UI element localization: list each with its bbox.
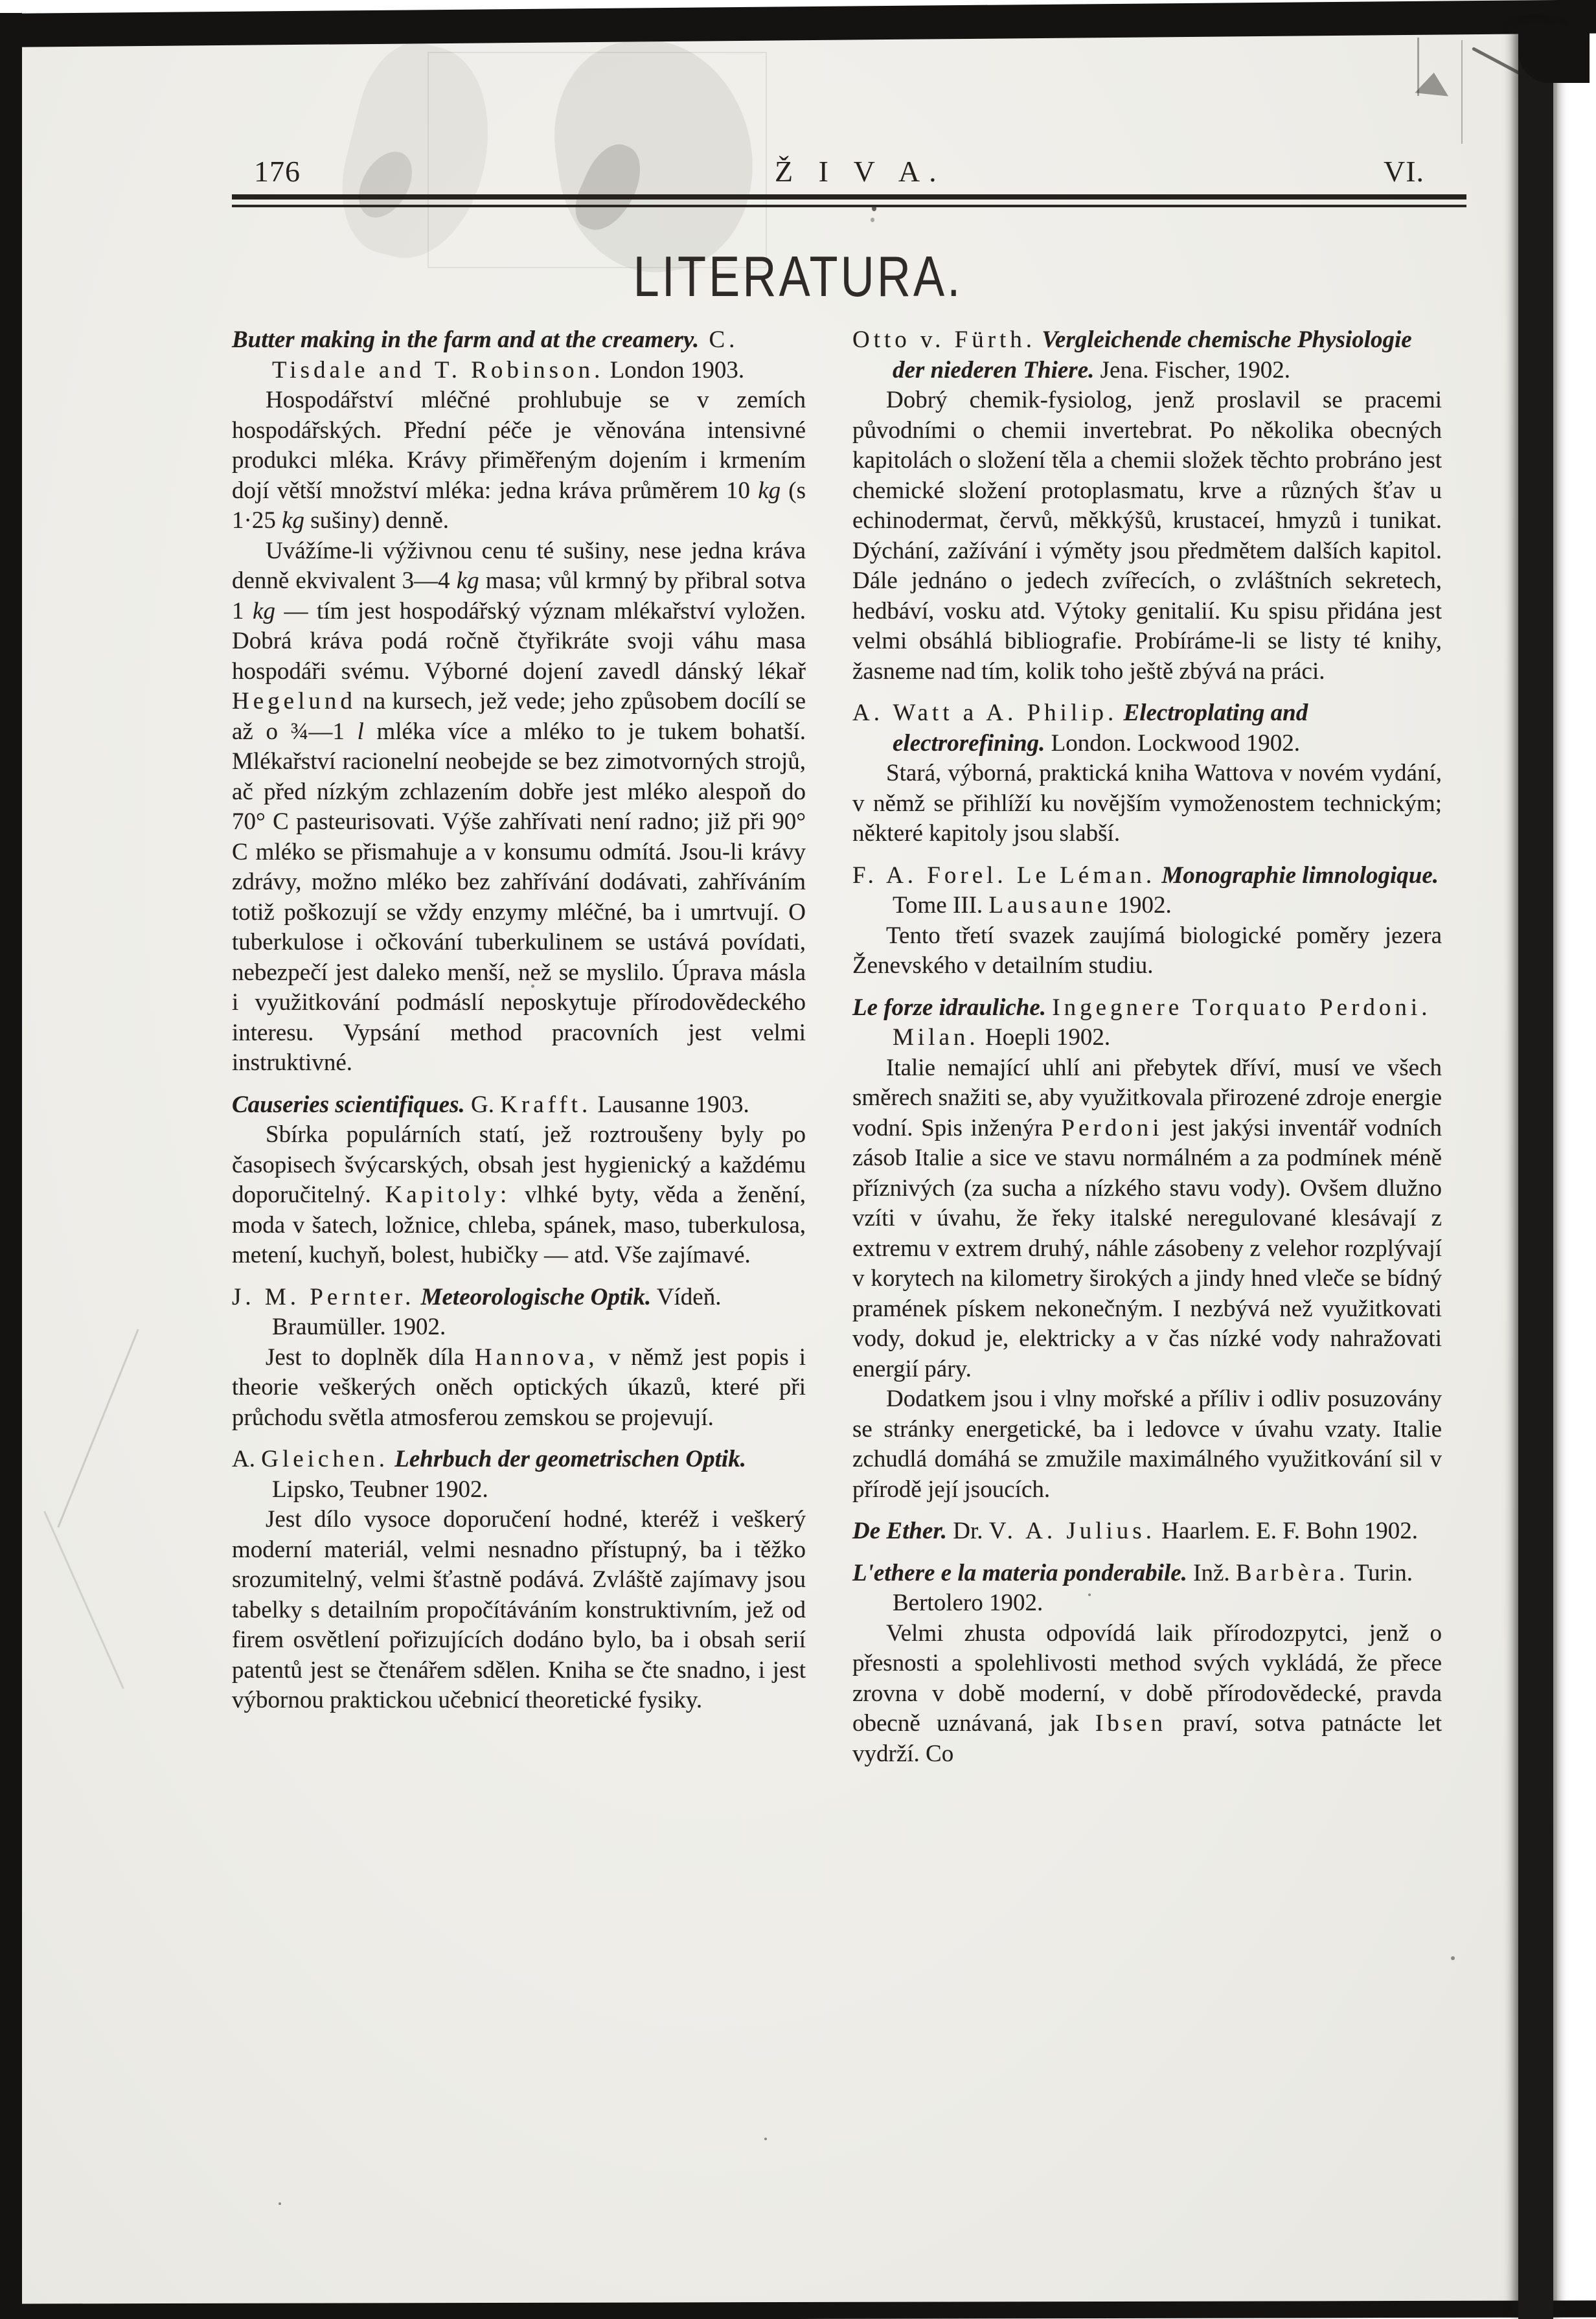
scan-border-left	[0, 13, 22, 2319]
entry-heading	[852, 993, 1442, 1053]
text-segment: Lipsko, Teubner 1902.	[272, 1476, 488, 1503]
text-segment: Vídeň. Braumüller. 1902.	[272, 1283, 722, 1340]
entry-paragraph	[232, 385, 806, 536]
text-column-right	[852, 325, 1442, 1769]
text-segment: v němž jest popis i theorie veškerých oněch optických úkazů, které při průchodu světla atmosferou zemskou se projevují.	[232, 1343, 806, 1431]
entry-paragraph	[232, 1343, 806, 1434]
entry-heading	[232, 325, 806, 385]
text-segment: 1902.	[1112, 892, 1172, 919]
text-segment	[389, 1446, 394, 1472]
text-segment: — tím jest hospodářský význam mlékařství vyložen. Dobrá kráva podá ročně čtyřikráte svoji váhu masa hospodáři svému. Výborné dojení zavedl dánský lékař	[232, 597, 806, 685]
text-segment: Lausaune	[988, 892, 1112, 919]
dust-speck	[279, 2202, 281, 2205]
text-segment: Hospodářství mléčné prohlubuje se v zemích hospodářských. Přední péče je věnována intensivné produkci mléka. Krávy přiměřeným dojením i krmením dojí větší množství mléka: jedna kráva průměrem 10	[232, 387, 806, 504]
text-segment: praví, sotva patnácte let vydrží. Co	[852, 1710, 1442, 1767]
page-number: 176	[254, 155, 301, 188]
text-segment: sušiny) denně.	[304, 507, 450, 534]
text-segment: Stará, výborná, praktická kniha Wattova v novém vydání, v němž se přihlíží ku novějším vymoženostem technickým; některé kapitoly jsou slabší.	[852, 760, 1442, 847]
entry-paragraph	[852, 1384, 1442, 1505]
text-segment: Causeries scientifiques.	[232, 1091, 465, 1118]
text-segment: Italie nemající uhlí ani přebytek dříví, musí ve všech směrech snažiti se, aby využitkovala přirozené zdroje energie vodní. Spis inženýra	[852, 1054, 1442, 1141]
text-segment: Tento třetí svazek zaujímá biologické poměry jezera Ženevského v detailním studiu.	[852, 922, 1442, 979]
text-segment: Sbírka populárních statí, jež roztroušeny byly po časopisech švýcarských, obsah jest hygienický a každému doporučitelný.	[232, 1121, 806, 1208]
text-segment: Barbèra.	[1235, 1559, 1349, 1586]
text-segment: C. Tisdale and T. Robinson.	[272, 326, 739, 383]
entry-heading	[232, 1090, 806, 1121]
entry-heading	[852, 325, 1442, 385]
entry-paragraph	[852, 385, 1442, 687]
entry-paragraph	[852, 1619, 1442, 1770]
text-segment: kg	[456, 567, 479, 594]
text-segment: De Ether.	[852, 1518, 947, 1544]
text-segment: (s 1·25	[232, 477, 806, 534]
text-segment: A.	[232, 1446, 262, 1472]
text-segment: Hannova,	[474, 1343, 598, 1371]
text-segment: na kursech, jež vede; jeho způsobem docílí se až o ¾—1	[232, 688, 806, 745]
text-segment: Monographie limnologique.	[1161, 862, 1439, 889]
text-segment: Le forze idrauliche.	[852, 994, 1047, 1021]
text-segment: mléka více a mléko to je tukem bohatší. Mlékařství racionelní neobejde se bez zimotvorných strojů, ač před nízkým zchlazením dobře jest mléko alespoň do 70° C pasteurisovati. Výše zahřívati není radno; již při 90° C mléko se přismahuje a v konsumu odmítá. Jsou-li krávy zdrávy, možno mléko bez zahřívání dodávati, zahříváním totiž poškozují se vždy enzymy mléčné, ba i umrtvují. O tuberkulose i očkování tuberkulinem se ustává povídati, nebezpečí jest daleko menší, než se myslilo. Úprava másla i využitkování podmáslí neposkytuje přírodovědeckého interesu. Vypsání method pracovních jest velmi instruktivné.	[232, 718, 806, 1076]
entry-heading	[852, 1516, 1442, 1547]
entry-paragraph	[852, 759, 1442, 849]
text-segment	[1117, 700, 1123, 726]
entry-heading	[852, 861, 1442, 921]
text-segment: Lausanne 1903.	[591, 1091, 749, 1118]
text-segment: F. A. Forel. Le Léman.	[852, 862, 1156, 889]
text-segment: Jest dílo vysoce doporučení hodné, kteréž i veškerý moderní materiál, velmi nesnadno přístupný, ba i těžko srozumitelný, velmi šťastně podává. Zvláště zajímavy jsou tabelky s detailním propočítáváním konstruktivním, jež od firem osvětlení pořizujících dodáno bylo, ba i obsah serií patentů jest se čtenářem sdělen. Kniha se čte snadno, i jest výbornou praktickou učebnicí theoretické fysiky.	[232, 1506, 806, 1713]
entry-heading	[852, 698, 1442, 759]
text-segment: Hoepli 1902.	[979, 1024, 1111, 1051]
text-segment: vlhké byty, věda a ženění, moda v šatech, ložnice, chleba, spánek, maso, tuberkulosa, metení, kuchyň, bolest, hubičky — atd. Vše zajímavé.	[232, 1182, 806, 1268]
entry-paragraph	[852, 921, 1442, 981]
text-segment: Dobrý chemik-fysiolog, jenž proslavil se pracemi původními o chemii invertebrat. Po několika obecných kapitolách o složení těla a chemii složek těchto probráno jest chemické složení protoplasmatu, krve a různých šťav u echinodermat, červů, měkkýšů, krustaceí, hmyzů i tunikat. Dýchání, zažívání i výměty jsou předmětem dalších kapitol. Dále jednáno o jedech zvířecích, o zvláštních sekretech, hedbáví, vosku atd. Výtoky genitalií. Ku spisu přidána jest velmi obsáhlá bibliografie. Probíráme-li se listy té knihy, žasneme nad tím, kolik toho ještě zbývá na práci.	[852, 387, 1442, 685]
text-segment: Tome III.	[893, 892, 989, 919]
text-segment: kg	[758, 477, 781, 504]
text-segment: G.	[464, 1091, 501, 1118]
text-segment: l	[357, 718, 364, 745]
text-segment: J. M. Pernter.	[232, 1283, 415, 1310]
entry-paragraph	[232, 536, 806, 1079]
text-segment: masa; vůl krmný by přibral sotva 1	[232, 567, 806, 624]
entry-heading	[852, 1559, 1442, 1619]
journal-title: Ž I V A.	[775, 155, 946, 188]
section-title: LITERATURA.	[633, 244, 963, 308]
text-segment: kg	[253, 597, 275, 624]
entry-paragraph	[852, 1053, 1442, 1385]
text-segment: Lehrbuch der geometrischen Optik.	[394, 1446, 746, 1472]
entry-paragraph	[232, 1505, 806, 1716]
text-segment: Electroplating and electrorefining.	[893, 700, 1308, 757]
text-segment: Perdoni	[1061, 1114, 1163, 1141]
text-segment: kg	[282, 507, 305, 534]
text-column-left	[232, 325, 806, 1716]
text-segment: Turin. Bertolero 1902.	[893, 1559, 1413, 1616]
text-segment: L'ethere e la materia ponderabile.	[852, 1559, 1187, 1586]
entry-heading	[232, 1445, 806, 1505]
text-segment: Ingegnere Torquato Perdoni. Milan.	[893, 994, 1431, 1051]
text-segment: Velmi zhusta odpovídá laik přírodozpytci, jenž o přesnosti a spolehlivosti method svých vykládá, že přece zrovna v době moderní, v době přírodovědecké, pravda obecně uznávaná, jak	[852, 1619, 1442, 1737]
text-segment	[1036, 326, 1042, 353]
volume-number: VI.	[1384, 155, 1425, 188]
text-segment: Dodatkem jsou i vlny mořské a příliv i odliv posuzovány se stránky energetické, ba i ledovce v úvahu vzaty. Italie zchudlá domáhá se zmužile maximálného využitkování sil v přírodě její jsoucích.	[852, 1386, 1442, 1503]
entry-paragraph	[232, 1120, 806, 1271]
text-segment: Gleichen.	[261, 1446, 389, 1472]
text-segment: jest jakýsi inventář vodních zásob Italie a sice ve stavu normálném a za podmínek méně příznivých (za sucha a nízkého stavu vody). Ovšem dlužno vzíti v úvahu, že řeky italské neregulované klesávají z extremu v extrem druhý, náhle zásobeny z velehor rozplývají v korytech na kilometry širokých a jindy hned vleče se bídný pramének pískem nekonečným. I nezbývá než využitkovati vody, dokud je, elektricky a v čas nízké vody nahražovati energií páry.	[852, 1114, 1442, 1382]
text-segment: Dr.	[946, 1518, 989, 1544]
text-segment: Inž.	[1187, 1559, 1236, 1586]
text-segment: Butter making in the farm and at the creamery.	[232, 326, 700, 353]
text-segment	[415, 1284, 420, 1310]
text-segment: A. Watt a A. Philip.	[852, 700, 1118, 726]
header-double-rule	[232, 194, 1466, 207]
text-segment: Vergleichende chemische Physiologie der niederen Thiere.	[893, 326, 1412, 383]
text-segment	[1046, 994, 1052, 1021]
text-segment: Krafft.	[500, 1091, 592, 1118]
text-segment: London. Lockwood 1902.	[1045, 729, 1300, 757]
text-segment: Jena. Fischer, 1902.	[1094, 356, 1291, 383]
dust-speck	[1451, 1956, 1455, 1960]
text-segment: Kapitoly:	[385, 1182, 511, 1208]
text-segment: Otto v. Fürth.	[852, 326, 1036, 353]
text-segment: V. A. Julius.	[988, 1518, 1156, 1544]
entry-heading	[232, 1283, 806, 1343]
text-segment: Haarlem. E. F. Bohn 1902.	[1155, 1518, 1418, 1544]
text-segment: Jest to doplněk díla	[266, 1343, 475, 1371]
text-segment: Meteorologische Optik.	[420, 1283, 652, 1310]
dust-speck	[764, 2138, 767, 2140]
text-segment: London 1903.	[604, 356, 745, 383]
text-segment: Uvážíme-li výživnou cenu té sušiny, nese jedna kráva denně ekvivalent 3—4	[232, 537, 806, 594]
text-segment: Ibsen	[1095, 1710, 1167, 1737]
text-segment: Hegelund	[232, 688, 356, 714]
